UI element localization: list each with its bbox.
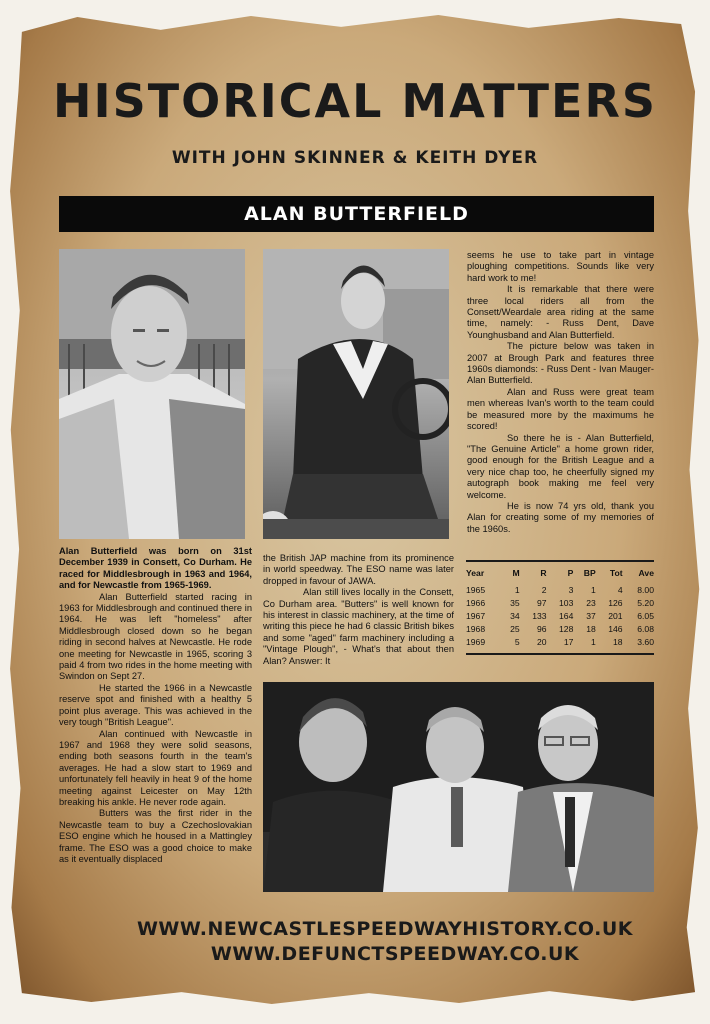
table-cell: 34 xyxy=(510,611,520,621)
article-paragraph: So there he is - Alan Butterfield, "The Genuine Article" a home grown rider, good enough for the British League and a very nice chap too, he cheerfully signed my autograph book making me feel very welcome. xyxy=(467,432,654,500)
website-link-newcastle: WWW.NEWCASTLESPEEDWAYHISTORY.CO.UK xyxy=(136,918,634,940)
table-cell: 146 xyxy=(608,624,623,634)
stats-header-p: P xyxy=(567,568,574,578)
table-cell: 164 xyxy=(559,611,574,621)
table-cell: 1966 xyxy=(466,598,486,608)
table-cell: 1968 xyxy=(466,624,486,634)
table-cell: 97 xyxy=(536,598,547,608)
article-paragraph: He is now 74 yrs old, thank you Alan for creating some of my memories of the 1960s. xyxy=(467,500,654,534)
page-subtitle: WITH JOHN SKINNER & KEITH DYER xyxy=(171,148,539,168)
stats-header-bp: BP xyxy=(583,568,596,578)
rider-portrait-photo xyxy=(59,249,245,539)
career-stats-table xyxy=(466,566,654,649)
table-row xyxy=(466,610,654,623)
article-paragraph: seems he use to take part in vintage ploughing competitions. Sounds like very hard work to me! xyxy=(467,250,654,283)
table-cell: 96 xyxy=(536,624,547,634)
table-cell: 201 xyxy=(608,611,623,621)
table-cell: 2 xyxy=(541,585,547,595)
table-cell: 20 xyxy=(536,637,547,647)
stats-header-r: R xyxy=(540,568,547,578)
table-cell: 1 xyxy=(590,637,596,647)
table-cell: 6.05 xyxy=(637,611,654,621)
table-cell: 3 xyxy=(568,585,574,595)
stats-top-rule xyxy=(466,560,654,562)
article-column-1 xyxy=(59,546,252,865)
article-paragraph: Butters was the first rider in the Newcastle team to buy a Czechoslovakian ESO engine which he housed in a Mattingley frame. The ESO was a good choice to make as it eventually displaced xyxy=(59,808,252,864)
table-cell: 1 xyxy=(590,585,596,595)
table-cell: 126 xyxy=(608,598,623,608)
article-column-2 xyxy=(263,553,454,667)
table-cell: 1969 xyxy=(466,637,486,647)
stats-header-year: Year xyxy=(466,568,485,578)
table-cell: 37 xyxy=(586,611,596,621)
table-cell: 103 xyxy=(559,598,574,608)
table-cell: 3.60 xyxy=(637,637,654,647)
table-cell: 8.00 xyxy=(637,585,654,595)
table-cell: 25 xyxy=(510,624,520,634)
table-cell: 128 xyxy=(559,624,574,634)
table-cell: 23 xyxy=(586,598,596,608)
stats-header-m: M xyxy=(512,568,520,578)
table-cell: 18 xyxy=(613,637,623,647)
group-photo xyxy=(263,682,654,892)
article-paragraph: Alan still lives locally in the Consett, Co Durham area. "Butters" is well known for his interest in classic machinery, at the time of writing this piece he had 6 classic British bikes and some "aged" farm machinery including a "Vintage Plough", - What's that about then Alan? Answer: It xyxy=(263,587,454,666)
table-cell: 5.20 xyxy=(637,598,654,608)
table-row xyxy=(466,597,654,610)
table-row xyxy=(466,623,654,636)
career-stats xyxy=(466,556,654,659)
table-cell: 1 xyxy=(514,585,520,595)
table-cell: 1967 xyxy=(466,611,486,621)
stats-header-ave: Ave xyxy=(638,568,654,578)
table-cell: 18 xyxy=(586,624,596,634)
table-cell: 6.08 xyxy=(637,624,654,634)
article-paragraph: He started the 1966 in a Newcastle reserve spot and finished with a healthy 5 point plus average. This was achieved in the very tough "British League". xyxy=(59,682,252,728)
article-paragraph: The picture below was taken in 2007 at Brough Park and features three 1960s diamonds: - Russ Dent - Ivan Mauger-Alan Butterfield. xyxy=(467,341,654,386)
table-row xyxy=(466,584,654,597)
article-paragraph: It is remarkable that there were three local riders all from the Consett/Weardale area riding at the same time, namely: - Russ Dent, Dave Younghusband and Alan Butterfield. xyxy=(467,284,654,340)
table-cell: 17 xyxy=(563,637,574,647)
table-cell: 4 xyxy=(617,585,623,595)
page-title: HISTORICAL MATTERS xyxy=(52,74,658,128)
article-lead: Alan Butterfield was born on 31st December 1939 in Consett, Co Durham. He raced for Middlesbrough in 1963 and 1964, and for Newcastle from 1965-1969. xyxy=(59,546,252,591)
table-cell: 35 xyxy=(510,598,520,608)
rider-name-banner: ALAN BUTTERFIELD xyxy=(59,196,654,232)
article-paragraph: Alan Butterfield started racing in 1963 for Middlesbrough and continued there in 1964. He was left "homeless" after Middlesbrough closed down so he began riding in second halves at Newcastle. He rode one meeting for Newcastle in 1965, scoring 3 paid 4 from two rides in the home meeting with Swindon on Sept 27. xyxy=(59,591,252,682)
table-row xyxy=(466,636,654,649)
article-paragraph: the British JAP machine from its prominence in world speedway. The ESO name was later dropped in favour of JAWA. xyxy=(263,553,454,586)
article-paragraph: Alan and Russ were great team men whereas Ivan's worth to the team could be measured more by the maximums he scored! xyxy=(467,386,654,432)
stats-header-tot: Tot xyxy=(609,568,623,578)
table-cell: 1965 xyxy=(466,585,486,595)
stats-bottom-rule xyxy=(466,653,654,655)
article-paragraph: Alan continued with Newcastle in 1967 and 1968 they were solid seasons, ending both seasons fourth in the team's averages. He had a slow start to 1969 and unfortunately fell heavily in heat 9 of the home meeting against Leicester on May 12th breaking his ankle. He never rode again. xyxy=(59,728,252,807)
stats-header-row xyxy=(466,566,654,584)
website-link-defunct: WWW.DEFUNCTSPEEDWAY.CO.UK xyxy=(210,943,580,965)
article-column-3 xyxy=(467,250,654,535)
rider-on-bike-photo xyxy=(263,249,449,539)
table-cell: 5 xyxy=(514,637,520,647)
table-cell: 133 xyxy=(532,611,547,621)
